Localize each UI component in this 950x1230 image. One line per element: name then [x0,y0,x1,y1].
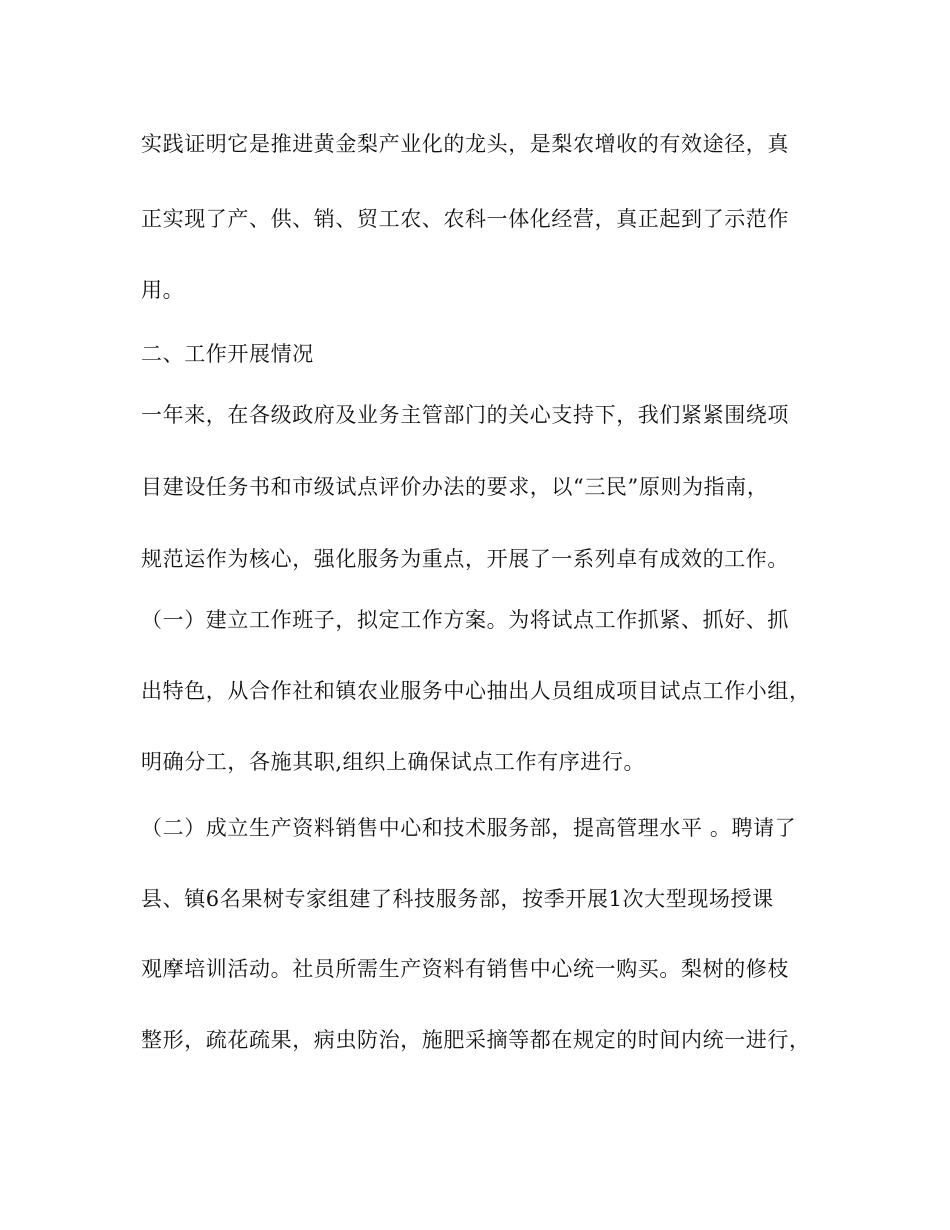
paragraph-line: （一）建立工作班子，拟定工作方案。为将试点工作抓紧、抓好、抓 [141,608,789,632]
paragraph-line: 明确分工，各施其职,组织上确保试点工作有序进行。 [141,750,646,774]
paragraph-line: 一年来，在各级政府及业务主管部门的关心支持下，我们紧紧围绕项 [141,403,789,427]
paragraph-line: 规范运作为核心，强化服务为重点，开展了一系列卓有成效的工作。 [141,547,789,571]
paragraph-line: 实践证明它是推进黄金梨产业化的龙头，是梨农增收的有效途径，真 [141,132,789,156]
paragraph-line: 正实现了产、供、销、贸工农、农科一体化经营，真正起到了示范作 [141,207,789,231]
paragraph-line: 出特色，从合作社和镇农业服务中心抽出人员组成项目试点工作小组， [141,679,811,703]
paragraph-line: 整形，疏花疏果，病虫防治，施肥采摘等都在规定的时间内统一进行， [141,1028,811,1052]
paragraph-line: 县、镇6名果树专家组建了科技服务部，按季开展1次大型现场授课 [141,887,774,911]
paragraph-line: 用。 [141,278,185,302]
paragraph-line: （二）成立生产资料销售中心和技术服务部，提高管理水平 。聘请了 [141,816,797,840]
section-heading: 二、工作开展情况 [141,342,314,366]
paragraph-line: 观摩培训活动。社员所需生产资料有销售中心统一购买。梨树的修枝 [141,957,789,981]
paragraph-line: 目建设任务书和市级试点评价办法的要求，以“三民”原则为指南， [141,475,769,499]
